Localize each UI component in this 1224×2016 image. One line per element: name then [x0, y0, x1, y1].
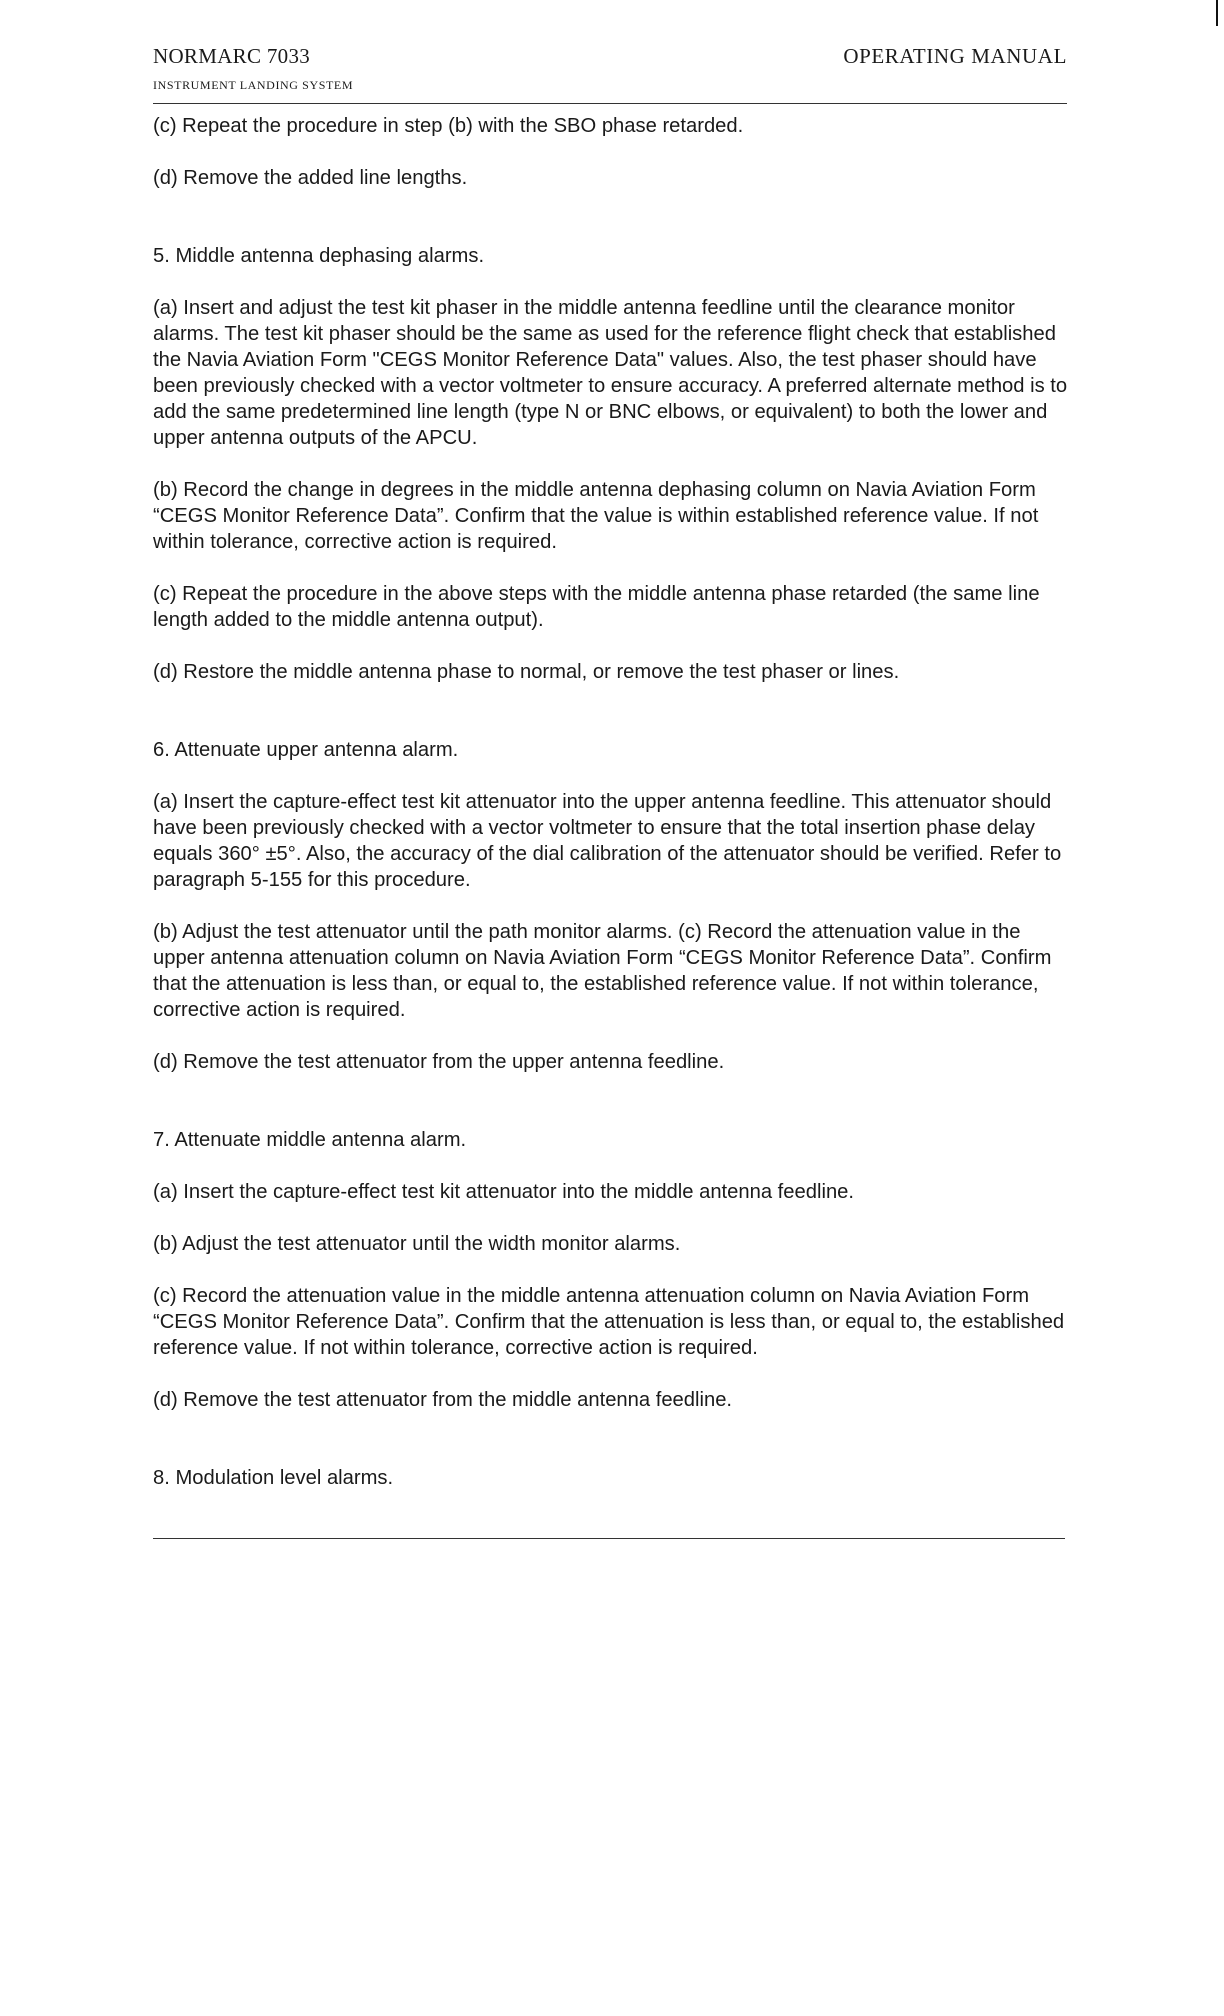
step-6b-paragraph: (b) Adjust the test attenuator until the path monitor alarms. (c) Record the attenuation value in the upper antenna attenuation column on Navia Aviation Form “CEGS Monitor Reference Data”. Confirm that the attenuation is less than, or equal to, the established reference value. If not within tolerance, corrective action is required.	[153, 921, 1052, 1021]
step-5a-paragraph: (a) Insert and adjust the test kit phaser in the middle antenna feedline until the clearance monitor alarms. The test kit phaser should be the same as used for the reference flight check that established the Navia Aviation Form "CEGS Monitor Reference Data" values. Also, the test phaser should have been previously checked with a vector voltmeter to ensure accuracy. A preferred alternate method is to add the same predetermined line length (type N or BNC elbows, or equivalent) to both the lower and upper antenna outputs of the APCU.	[153, 297, 1068, 449]
step-7d-paragraph: (d) Remove the test attenuator from the middle antenna feedline.	[153, 1389, 733, 1411]
page-header	[153, 42, 1067, 102]
page-edge-mark	[1216, 0, 1218, 26]
step-6d-paragraph: (d) Remove the test attenuator from the upper antenna feedline.	[153, 1051, 725, 1073]
manual-type-title: OPERATING MANUAL	[843, 44, 1067, 68]
step-7c-paragraph: (c) Record the attenuation value in the middle antenna attenuation column on Navia Aviation Form “CEGS Monitor Reference Data”. Confirm that the attenuation is less than, or equal to, the established reference value. If not within tolerance, corrective action is required.	[153, 1285, 1065, 1359]
step-7a-paragraph: (a) Insert the capture-effect test kit attenuator into the middle antenna feedline.	[153, 1181, 855, 1203]
header-rule	[153, 103, 1067, 104]
step-7b-paragraph: (b) Adjust the test attenuator until the width monitor alarms.	[153, 1233, 681, 1255]
manual-product-subtitle: INSTRUMENT LANDING SYSTEM	[153, 78, 354, 92]
section-6-heading: 6. Attenuate upper antenna alarm.	[153, 739, 459, 761]
step-4c-paragraph: (c) Repeat the procedure in step (b) with the SBO phase retarded.	[153, 115, 744, 137]
step-5d-paragraph: (d) Restore the middle antenna phase to normal, or remove the test phaser or lines.	[153, 661, 900, 683]
section-8-heading: 8. Modulation level alarms.	[153, 1467, 394, 1489]
section-7-heading: 7. Attenuate middle antenna alarm.	[153, 1129, 467, 1151]
document-body	[153, 113, 1073, 1517]
step-5b-paragraph: (b) Record the change in degrees in the middle antenna dephasing column on Navia Aviation Form “CEGS Monitor Reference Data”. Confirm that the value is within established reference value. If not within tolerance, corrective action is required.	[153, 479, 1039, 553]
step-4d-paragraph: (d) Remove the added line lengths.	[153, 167, 468, 189]
section-5-heading: 5. Middle antenna dephasing alarms.	[153, 245, 485, 267]
manual-product-title: NORMARC 7033	[153, 44, 311, 68]
footer-rule	[153, 1538, 1065, 1539]
step-6a-paragraph: (a) Insert the capture-effect test kit attenuator into the upper antenna feedline. This attenuator should have been previously checked with a vector voltmeter to ensure that the total insertion phase delay equals 360° ±5°. Also, the accuracy of the dial calibration of the attenuator should be verified. Refer to paragraph 5-155 for this procedure.	[153, 791, 1062, 891]
step-5c-paragraph: (c) Repeat the procedure in the above steps with the middle antenna phase retarded (the same line length added to the middle antenna output).	[153, 583, 1040, 631]
